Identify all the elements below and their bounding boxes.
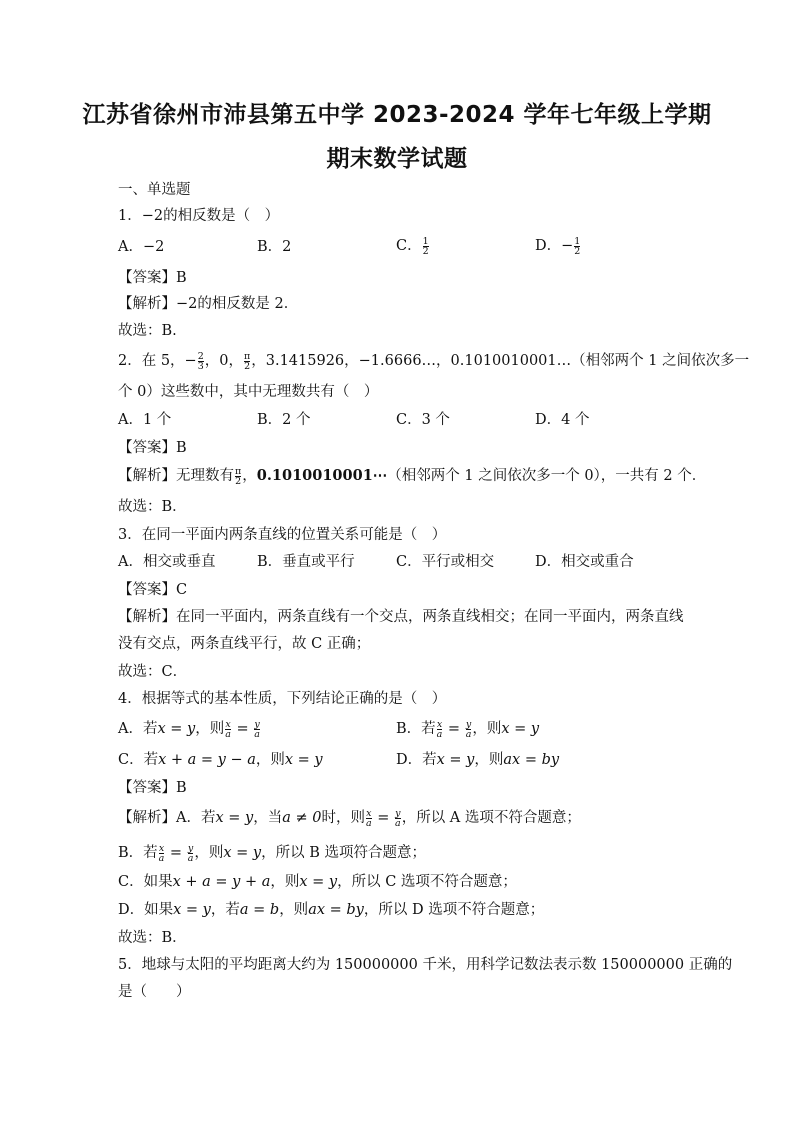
q3-analysis-line1: 【解析】在同一平面内，两条直线有一个交点，两条直线相交；在同一平面内，两条直线	[118, 609, 684, 625]
analysis-text: ，则	[270, 874, 300, 890]
analysis-text: ，当	[253, 810, 283, 826]
q2-analysis	[118, 466, 706, 486]
fraction-denominator: 2	[422, 245, 429, 257]
fraction-denominator: 2	[244, 360, 251, 372]
fraction-numerator: y	[187, 842, 194, 854]
fraction-denominator: 3	[197, 360, 204, 372]
q4-analysis-a: 【解析】A．若x = y，当a ≠ 0时，则 $\frac{x}{a}$ = $\frac{y}{a}$ ，所以 A 选项不符合题意；	[118, 807, 581, 829]
fraction-numerator: y	[465, 718, 472, 730]
option-text: ，则	[255, 752, 285, 768]
analysis-text: ，所以 C 选项不符合题意；	[337, 874, 517, 890]
fraction-numerator: x	[436, 718, 443, 730]
fraction-y-over-a	[466, 720, 472, 739]
fraction-numerator: 1	[574, 235, 581, 247]
analysis-text: ，所以 D 选项不符合题意；	[363, 902, 545, 918]
fraction-x-over-a	[225, 720, 231, 739]
q3-answer: 【答案】C	[118, 582, 188, 598]
q4-answer: 【答案】B	[118, 780, 187, 796]
analysis-text: ，所以 B 选项符合题意；	[261, 845, 426, 861]
option-math: ax = by	[503, 752, 560, 768]
q2-answer: 【答案】B	[118, 440, 187, 456]
option-math: x = y	[284, 752, 323, 768]
analysis-math: x = y	[215, 810, 254, 826]
analysis-text: ，所以 A 选项不符合题意；	[401, 810, 581, 826]
q2-stem-part: ，0，	[204, 353, 243, 369]
fraction-numerator: x	[366, 807, 372, 819]
document-title-line1: 江苏省徐州市沛县第五中学 2023-2024 学年七年级上学期	[82, 102, 712, 128]
analysis-text: ，则	[194, 845, 224, 861]
fraction-denominator: a	[395, 817, 401, 829]
q4-stem: 4．根据等式的基本性质，下列结论正确的是（ ）	[118, 691, 447, 707]
q1-option-c	[396, 236, 430, 256]
analysis-text: ，若	[210, 902, 240, 918]
q2-conclusion: 故选：B．	[118, 499, 187, 515]
option-text: C．若	[118, 752, 159, 768]
analysis-text: B．若	[118, 845, 158, 861]
q1-option-a: A．−2	[118, 239, 165, 255]
q1-option-c-label: C．	[396, 238, 422, 254]
q1-option-d	[535, 236, 581, 256]
section-heading: 一、单选题	[118, 182, 191, 198]
q5-stem-line2: 是（ ）	[118, 984, 191, 1000]
q3-analysis-line2: 没有交点，两条直线平行，故 C 正确；	[118, 636, 371, 652]
option-text: ，则	[195, 721, 225, 737]
fraction-denominator: a	[158, 852, 165, 864]
q2-analysis-part: ，	[242, 468, 257, 484]
q3-option-c: C．平行或相交	[396, 554, 495, 570]
analysis-math: x + a = y + a	[172, 874, 271, 890]
analysis-text: D．如果	[118, 902, 174, 918]
analysis-math: x = y	[173, 902, 211, 918]
analysis-text: 【解析】A．若	[118, 810, 216, 826]
fraction-numerator: 1	[422, 235, 429, 247]
q1-conclusion: 故选：B.	[118, 323, 177, 339]
q2-analysis-part: 【解析】无理数有	[118, 468, 234, 484]
q2-option-d: D．4 个	[535, 412, 590, 428]
q3-option-a: A．相交或垂直	[118, 554, 216, 570]
fraction-denominator: 2	[574, 245, 581, 257]
option-text: ，则	[474, 752, 504, 768]
q4-analysis-d	[118, 900, 544, 920]
fraction-denominator: a	[365, 817, 372, 829]
fraction-x-over-a	[437, 720, 443, 739]
q3-option-d: D．相交或重合	[535, 554, 634, 570]
q3-stem: 3．在同一平面内两条直线的位置关系可能是（ ）	[118, 527, 447, 543]
q2-analysis-part: （相邻两个 1 之间依次多一个 0），一共有 2 个．	[387, 468, 707, 484]
fraction-y-over-a	[188, 844, 194, 863]
option-math: x = y	[157, 721, 196, 737]
q2-option-b: B．2 个	[257, 412, 311, 428]
fraction-denominator: a	[436, 728, 443, 740]
fraction-numerator: x	[158, 842, 165, 854]
q3-option-b: B．垂直或平行	[257, 554, 355, 570]
analysis-math: x = y	[223, 845, 262, 861]
q2-stem-part: ，3.1415926，−1.6666…，0.1010010001…（相邻两个 1 之间依次多一	[251, 353, 750, 369]
q2-option-c: C．3 个	[396, 412, 450, 428]
option-math: x = y	[436, 752, 475, 768]
option-text: A．若	[118, 721, 158, 737]
q2-stem-line2: 个 0）这些数中，其中无理数共有（ ）	[118, 384, 379, 400]
q2-stem-part: 2．在 5，−	[118, 353, 197, 369]
q1-stem: 1．−2的相反数是（ ）	[118, 208, 280, 224]
fraction-numerator: 2	[197, 350, 204, 362]
fraction-denominator: a	[187, 852, 194, 864]
q1-option-d-fraction	[574, 237, 580, 256]
q4-option-c	[118, 750, 323, 770]
fraction-x-over-a	[366, 809, 372, 828]
fraction-numerator: π	[244, 350, 251, 362]
q4-conclusion: 故选：B．	[118, 930, 187, 946]
q4-option-a: A．若x = y，则 $\frac{x}{a}$ = $\frac{y}{a}$	[118, 718, 260, 740]
q3-conclusion: 故选：C．	[118, 664, 188, 680]
fraction-numerator: y	[254, 718, 260, 730]
q4-option-b: B．若 $\frac{x}{a}$ = $\frac{y}{a}$ ，则x = y	[396, 718, 540, 740]
fraction-denominator: a	[225, 728, 231, 740]
fraction-y-over-a	[254, 720, 260, 739]
fraction-numerator: y	[395, 807, 401, 819]
analysis-math: x = y	[299, 874, 338, 890]
analysis-text: C．如果	[118, 874, 173, 890]
option-text: D．若	[396, 752, 437, 768]
q1-answer: 【答案】B	[118, 270, 187, 286]
q5-stem-line1: 5．地球与太阳的平均距离大约为 150000000 千米，用科学记数法表示数 150000000 正确的	[118, 957, 733, 973]
analysis-math: a = b	[239, 902, 280, 918]
q2-analysis-number: 0.1010010001⋯	[256, 467, 388, 484]
q1-option-c-fraction	[423, 237, 429, 256]
q1-option-d-label: D．−	[535, 238, 574, 254]
fraction-numerator: x	[225, 718, 231, 730]
option-text: ，则	[472, 721, 502, 737]
fraction-denominator: a	[465, 728, 472, 740]
analysis-math: ax = by	[308, 902, 364, 918]
fraction-denominator: 2	[235, 475, 242, 487]
q2-stem-line1	[118, 351, 749, 371]
q2-analysis-fraction	[235, 467, 241, 486]
fraction-y-over-a	[395, 809, 401, 828]
q2-fraction-2	[244, 352, 250, 371]
fraction-x-over-a	[159, 844, 165, 863]
q4-option-d	[396, 750, 559, 770]
document-title-line2: 期末数学试题	[326, 146, 468, 172]
option-math: x = y	[501, 721, 540, 737]
fraction-numerator: π	[235, 465, 242, 477]
q2-fraction-1	[198, 352, 204, 371]
analysis-text: ，则	[279, 902, 309, 918]
analysis-math: a ≠ 0	[282, 810, 322, 826]
option-math: x + a = y − a	[158, 752, 256, 768]
q1-analysis: 【解析】−2的相反数是 2．	[118, 296, 299, 312]
q4-analysis-c	[118, 872, 517, 892]
q2-option-a: A．1 个	[118, 412, 172, 428]
analysis-text: 时，则	[321, 810, 365, 826]
fraction-denominator: a	[254, 728, 260, 740]
option-text: B．若	[396, 721, 436, 737]
q1-option-b: B．2	[257, 239, 292, 255]
q4-analysis-b: B．若 $\frac{x}{a}$ = $\frac{y}{a}$ ，则x = y，所以 B 选项符合题意；	[118, 842, 426, 864]
